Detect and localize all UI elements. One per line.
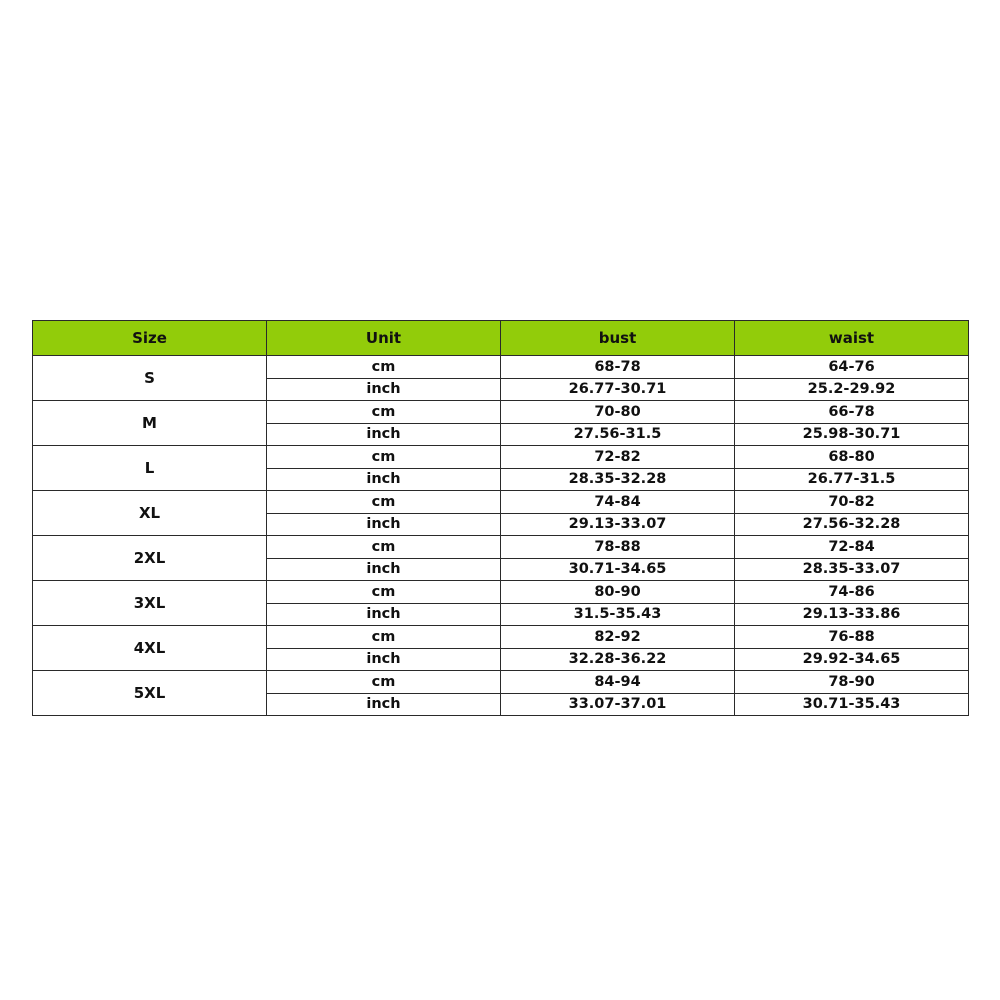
size-cell: 5XL [33,671,267,716]
bust-cell: 84-94 [501,671,735,694]
bust-cell: 30.71-34.65 [501,558,735,581]
table-row [33,356,969,379]
bust-cell: 80-90 [501,581,735,604]
unit-cell: cm [267,626,501,649]
bust-cell: 78-88 [501,536,735,559]
waist-cell: 29.92-34.65 [735,648,969,671]
table-row [33,626,969,649]
bust-cell: 72-82 [501,446,735,469]
table-row [33,446,969,469]
unit-cell: inch [267,378,501,401]
table-row [33,536,969,559]
header-row [33,321,969,356]
waist-cell: 25.2-29.92 [735,378,969,401]
unit-cell: cm [267,536,501,559]
bust-cell: 68-78 [501,356,735,379]
table-row [33,401,969,424]
bust-cell: 32.28-36.22 [501,648,735,671]
unit-cell: cm [267,671,501,694]
waist-cell: 27.56-32.28 [735,513,969,536]
unit-cell: cm [267,401,501,424]
waist-cell: 70-82 [735,491,969,514]
bust-cell: 29.13-33.07 [501,513,735,536]
unit-cell: inch [267,513,501,536]
waist-cell: 78-90 [735,671,969,694]
waist-cell: 66-78 [735,401,969,424]
bust-cell: 70-80 [501,401,735,424]
size-cell: 3XL [33,581,267,626]
waist-cell: 30.71-35.43 [735,693,969,716]
unit-cell: inch [267,648,501,671]
waist-cell: 72-84 [735,536,969,559]
waist-cell: 26.77-31.5 [735,468,969,491]
unit-cell: inch [267,603,501,626]
table-row [33,671,969,694]
unit-cell: cm [267,491,501,514]
bust-cell: 74-84 [501,491,735,514]
unit-cell: inch [267,468,501,491]
unit-cell: inch [267,558,501,581]
size-cell: M [33,401,267,446]
waist-cell: 76-88 [735,626,969,649]
table-row [33,581,969,604]
header-bust: bust [501,321,735,356]
header-waist: waist [735,321,969,356]
bust-cell: 28.35-32.28 [501,468,735,491]
unit-cell: inch [267,693,501,716]
waist-cell: 25.98-30.71 [735,423,969,446]
header-size: Size [33,321,267,356]
header-unit: Unit [267,321,501,356]
size-cell: XL [33,491,267,536]
size-cell: 2XL [33,536,267,581]
size-cell: 4XL [33,626,267,671]
bust-cell: 31.5-35.43 [501,603,735,626]
bust-cell: 33.07-37.01 [501,693,735,716]
size-chart-table [32,320,969,716]
waist-cell: 74-86 [735,581,969,604]
table-header [33,321,969,356]
waist-cell: 28.35-33.07 [735,558,969,581]
unit-cell: cm [267,581,501,604]
waist-cell: 64-76 [735,356,969,379]
unit-cell: cm [267,356,501,379]
table-row [33,491,969,514]
size-cell: L [33,446,267,491]
waist-cell: 29.13-33.86 [735,603,969,626]
bust-cell: 26.77-30.71 [501,378,735,401]
unit-cell: inch [267,423,501,446]
waist-cell: 68-80 [735,446,969,469]
unit-cell: cm [267,446,501,469]
table-body [33,356,969,716]
size-cell: S [33,356,267,401]
bust-cell: 27.56-31.5 [501,423,735,446]
bust-cell: 82-92 [501,626,735,649]
